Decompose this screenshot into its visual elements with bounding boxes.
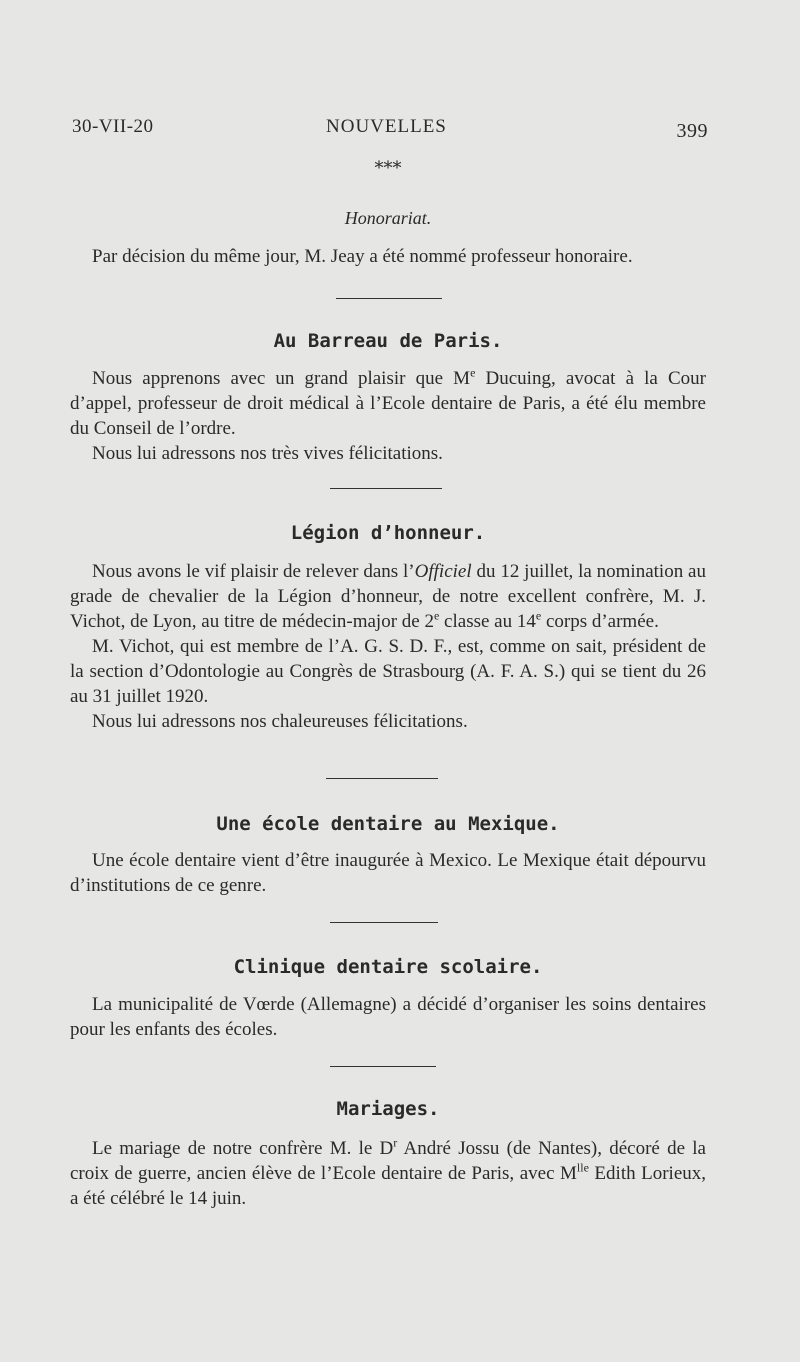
mariages-text-b: André Jossu (de Nantes), décoré de la croix de guerre, ancien élève de l’Ecole dentaire de Paris, avec M [70,1138,706,1184]
legion-text-1b: du 12 juillet, la nomination au grade de chevalier de la Légion d’honneur, de notre excellent confrère, M. J. Vichot, de Lyon, au titre de médecin-major de 2 [70,561,706,632]
barreau-text-2: Nous lui adressons nos très vives félicitations. [92,443,443,464]
barreau-sup: e [470,365,476,380]
header-section: NOUVELLES [326,116,447,137]
honorariat-paragraph [70,244,706,269]
barreau-text-1b: Ducuing, avocat à la Cour d’appel, professeur de droit médical à l’Ecole dentaire de Paris, a été élu membre du Conseil de l’ordre. [70,368,706,439]
divider [326,778,438,779]
asterism [0,152,776,172]
legion-text-2: M. Vichot, qui est membre de l’A. G. S. D. F., est, comme on sait, président de la section d’Odontologie au Congrès de Strasbourg (A. F. A. S.) qui se tient du 26 au 31 juillet 1920. [70,636,706,707]
legion-sup-1: e [433,608,440,623]
barreau-heading: Au Barreau de Paris. [273,330,503,352]
legion-paragraph [70,559,706,734]
mexique-paragraph [70,848,706,898]
legion-sup-2: e [535,608,542,623]
mariages-heading: Mariages. [336,1098,440,1120]
legion-text-1c: classe au 14 [439,611,536,632]
asterism-glyph: ⁎⁎⁎ [374,152,402,172]
barreau-paragraph [70,366,706,466]
mariages-sup-1: r [393,1135,398,1150]
barreau-text-1 [70,366,706,441]
divider [330,488,442,489]
page-number: 399 [676,120,708,142]
header-date: 30-VII-20 [72,116,154,137]
divider [330,1066,436,1067]
mariages-text-c: Edith Lorieux, a été célébré le 14 juin. [70,1163,707,1209]
mariages-sup-2: lle [576,1160,589,1175]
divider [330,922,438,923]
running-header [72,116,708,146]
honorariat-text: Par décision du même jour, M. Jeay a été nommé professeur honoraire. [92,246,633,267]
divider [336,298,442,299]
clinique-heading: Clinique dentaire scolaire. [233,956,543,978]
legion-text-3: Nous lui adressons nos chaleureuses félicitations. [92,711,468,732]
barreau-text-1a: Nous apprenons avec un grand plaisir que M [92,368,471,389]
mariages-text [70,1136,706,1211]
mexique-heading: Une école dentaire au Mexique. [216,813,560,835]
mariages-text-a: Le mariage de notre confrère M. le D [92,1138,394,1159]
legion-heading: Légion d’honneur. [290,522,486,544]
honorariat-heading: Honorariat. [344,208,432,228]
legion-text-1 [70,559,706,634]
clinique-text: La municipalité de Vœrde (Allemagne) a décidé d’organiser les soins dentaires pour les enfants des écoles. [70,994,706,1040]
legion-text-1d: corps d’armée. [541,611,659,632]
legion-officiel: Officiel [414,561,472,582]
clinique-paragraph [70,992,706,1042]
mariages-paragraph [70,1136,706,1211]
mexique-text: Une école dentaire vient d’être inaugurée à Mexico. Le Mexique était dépourvu d’institutions de ce genre. [70,850,706,896]
legion-text-1a: Nous avons le vif plaisir de relever dans l’ [92,561,415,582]
